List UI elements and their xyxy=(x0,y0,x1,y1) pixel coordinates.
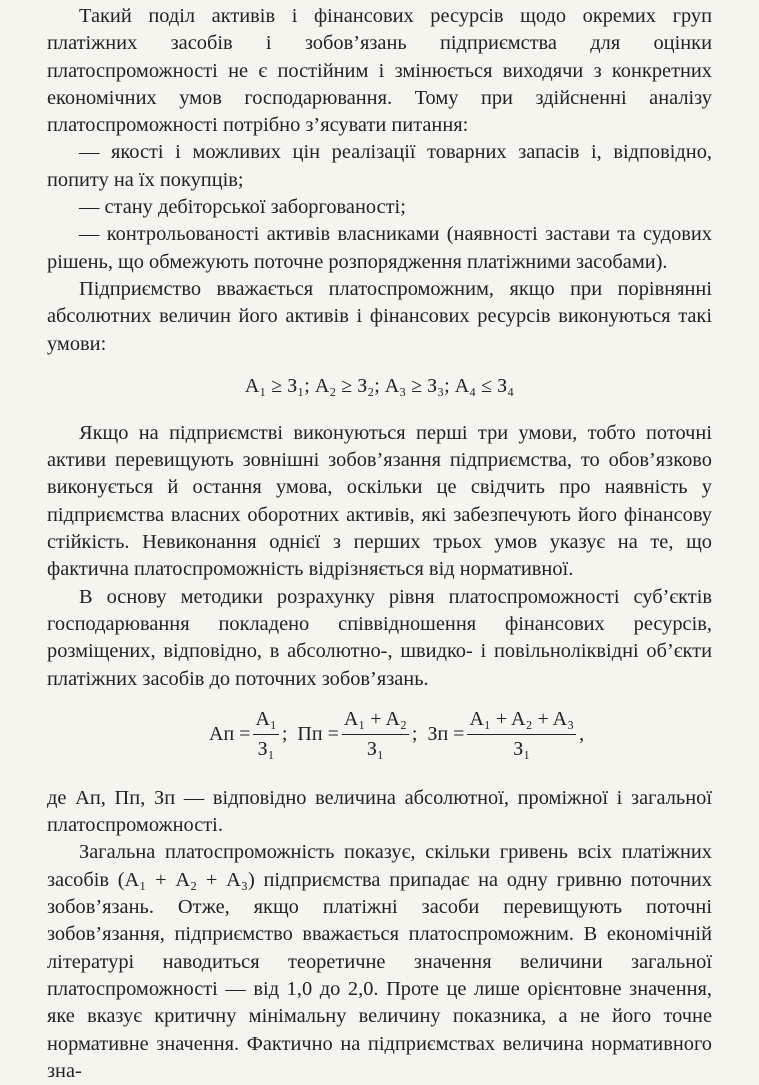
fraction-zp-denominator: З₁ xyxy=(513,737,531,760)
fraction-pp xyxy=(342,707,409,762)
list-item-receivables: — стану дебіторської заборгованості; xyxy=(79,196,406,219)
fraction-zp xyxy=(467,707,576,762)
formula-conditions: A₁ ≥ З₁; A₂ ≥ З₂; A₃ ≥ З₃; A₄ ≤ З₄ xyxy=(244,374,515,397)
formula-pp-label: Пп = xyxy=(297,722,339,745)
fraction-pp-numerator: A₁ + A₂ xyxy=(342,707,409,735)
fraction-pp-denominator: З₁ xyxy=(366,737,384,760)
formula-zp-label: Зп = xyxy=(427,722,465,745)
paragraph-solvency-conditions: Підприємство вважається платоспроможним, якщо при порівнянні абсолютних величин його активів і фінансових ресурсів виконуються такі умови: xyxy=(47,277,712,355)
list-item-control: — контрольованості активів власниками (наявності застави та судових рішень, що обмежують поточне розпорядження платіжними засобами). xyxy=(47,223,712,273)
formula-ratios xyxy=(47,707,712,773)
formula-ap-label: Ап = xyxy=(209,722,251,745)
fraction-ap xyxy=(253,707,278,762)
paragraph-conditions-explanation: Якщо на підприємстві виконуються перші три умови, тобто поточні активи перевищують зовнішні зобов’язання підприємства, то обов’язково виконується й остання умова, оскільки це свідчить про наявність у підприємства власних оборотних активів, які забезпечують його фінансову стійкість. Невиконання однієї з перших трьох умов указує на те, що фактична платоспроможність відрізняється від нормативної. xyxy=(47,421,712,581)
list-item-quality: — якості і можливих цін реалізації товарних запасів і, відповідно, попиту на їх покупців; xyxy=(47,141,712,191)
fraction-ap-denominator: З₁ xyxy=(257,737,275,760)
formula-separator: ; xyxy=(411,722,418,745)
paragraph-definitions: де Ап, Пп, Зп — відповідно величина абсолютної, проміжної і загальної платоспроможності. xyxy=(47,786,712,837)
fraction-zp-numerator: A₁ + A₂ + A₃ xyxy=(467,707,576,735)
paragraph-methodology: В основу методики розрахунку рівня платоспроможності суб’єктів господарювання покладено співвідношення фінансових ресурсів, розміщених, відповідно, в абсолютно-, швидко- і повільноліквідні об’єкти платіжних засобів до поточних зобов’язань. xyxy=(47,585,712,690)
formula-end-comma: , xyxy=(579,722,585,745)
paragraph-intro: Такий поділ активів і фінансових ресурсів щодо окремих груп платіжних засобів і зобов’язань підприємства для оцінки платоспроможності не є постійним і змінюється виходячи з конкретних економічних умов господарювання. Тому при здійсненні аналізу платоспроможності потрібно з’ясувати питання: xyxy=(47,5,712,137)
fraction-ap-numerator: A₁ xyxy=(253,707,278,735)
formula-separator: ; xyxy=(281,722,288,745)
paragraph-general-solvency: Загальна платоспроможність показує, скільки гривень всіх платіжних засобів (А₁ + А₂ + А₃) підприємства припадає на одну гривню поточних зобов’язань. Отже, якщо платіжні засоби перевищують поточні зобов’язання, підприємство вважається платоспроможним. В економічній літературі наводиться теоретичне значення величини загальної платоспроможності — від 1,0 до 2,0. Проте це лише орієнтовне значення, яке вказує критичну мінімальну величину показника, а не його точне нормативне значення. Фактично на підприємствах величина нормативного зна- xyxy=(47,841,712,1082)
